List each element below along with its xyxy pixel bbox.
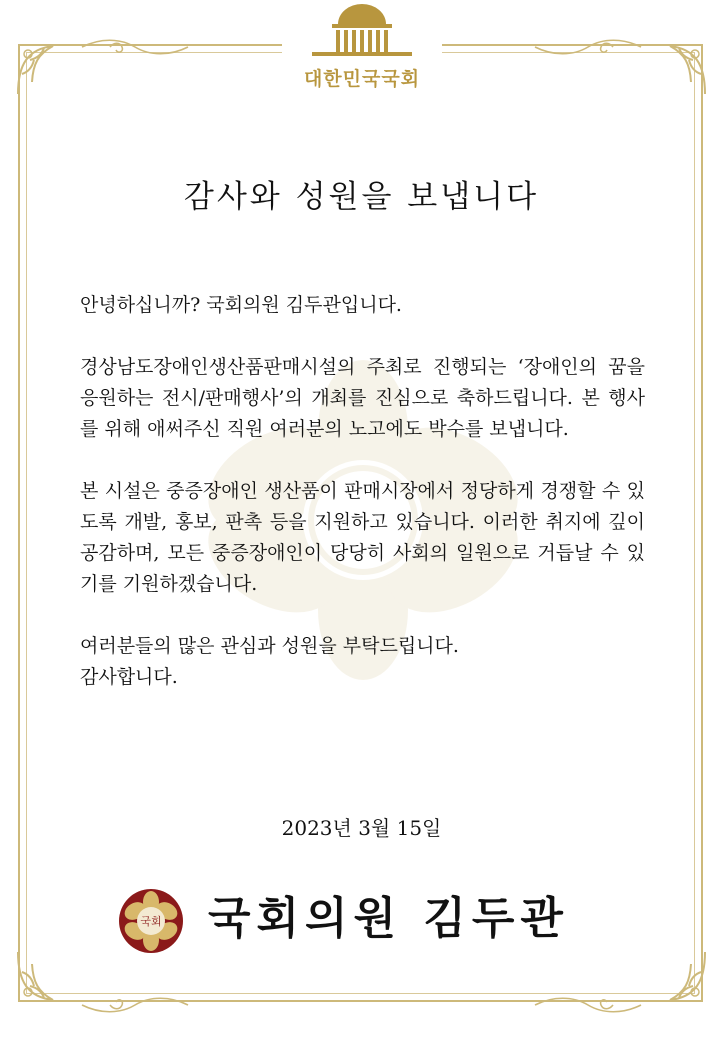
national-assembly-building-icon <box>308 2 416 60</box>
paragraph-congratulations: 경상남도장애인생산품판매시설의 주최로 진행되는 ‘장애인의 꿈을 응원하는 전시/판매행사’의 개최를 진심으로 축하드립니다. 본 행사를 위해 애써주신 직원 여러분의 노고에도 박수를 보냅니다. <box>80 356 645 440</box>
swirl-ornament-icon <box>80 36 190 58</box>
assembly-name: 대한민국국회 <box>303 68 421 90</box>
svg-text:국회: 국회 <box>140 915 162 928</box>
paragraph-request: 여러분들의 많은 관심과 성원을 부탁드립니다. <box>80 635 459 657</box>
assembly-seal-icon <box>118 888 184 954</box>
paragraph-facility: 본 시설은 중증장애인 생산품이 판매시장에서 정당하게 경쟁할 수 있도록 개발, 홍보, 판촉 등을 지원하고 있습니다. 이러한 취지에 깊이 공감하며, 모든 중증장애인이 당당히 사회의 일원으로 거듭날 수 있기를 기원하겠습니다. <box>80 480 645 595</box>
paragraph-greeting: 안녕하십니까? 국회의원 김두관입니다. <box>80 294 402 316</box>
corner-ornament-icon <box>645 942 715 1012</box>
letter-title: 감사와 성원을 보냅니다 <box>183 178 540 215</box>
swirl-ornament-icon <box>533 994 643 1016</box>
swirl-ornament-icon <box>533 36 643 58</box>
corner-ornament-icon <box>645 34 715 104</box>
corner-ornament-icon <box>8 942 78 1012</box>
letter-date: 2023년 3월 15일 <box>281 816 442 840</box>
paragraph-thanks: 감사합니다. <box>80 666 178 688</box>
signature: 국회의원 김두관 <box>208 893 569 944</box>
letter-body <box>80 290 645 724</box>
swirl-ornament-icon <box>80 994 190 1016</box>
corner-ornament-icon <box>8 34 78 104</box>
